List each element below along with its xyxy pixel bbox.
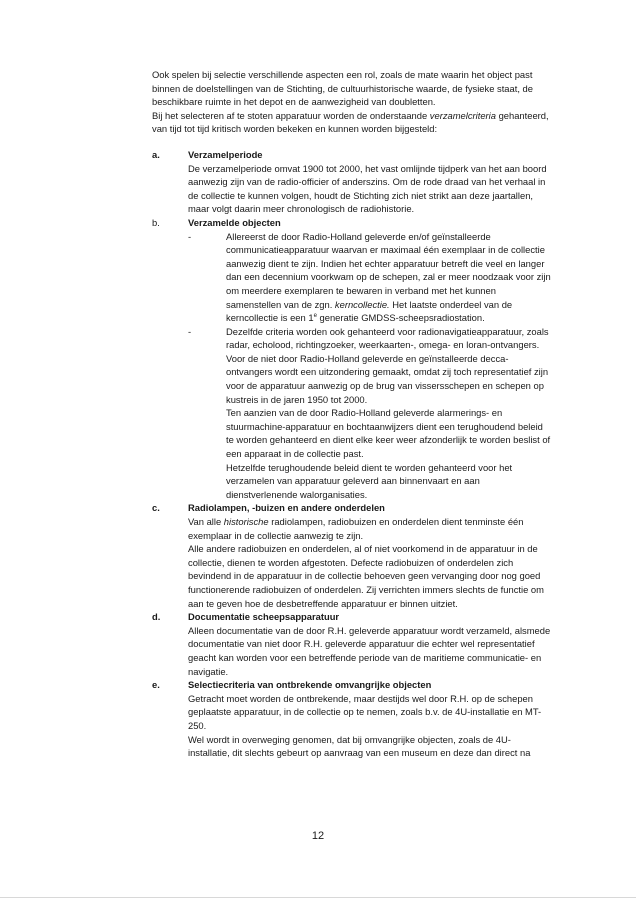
section-c (152, 501, 552, 610)
item1-sup: e (313, 312, 317, 319)
page-content (152, 68, 552, 760)
section-b-item-2-p3: Ten aanzien van de door Radio-Holland geleverde alarmerings- en stuurmachine-apparatuur en bochtaanwijzers dient een terughoudend beleid te worden gehanteerd en dient elke keer weer afzonderlijk te worden beslist of een apparaat in de collectie past. (226, 407, 551, 460)
section-e-letter: e. (152, 679, 160, 691)
section-b-item-2 (188, 325, 552, 502)
section-b-letter: b. (152, 216, 160, 228)
item1-after-b: generatie GMDSS-scheepsradiostation. (316, 312, 485, 324)
item1-before: Allereerst de door Radio-Holland geleverde en/of geïnstalleerde communicatieapparatuur waarvan er maximaal één exemplaar in de collectie aanwezig dient te zijn. Indien het echter apparatuur betreft die veel en langer dan een decennium voorkwam op de schepen, zal er meer noodzaak voor zijn om meerdere exemplaren te bewaren in verband met het kunnen samenstellen van de zgn. (226, 230, 551, 310)
intro-p2-before: Bij het selecteren af te stoten apparatuur worden de onderstaande (152, 109, 430, 121)
section-c-p1 (188, 515, 552, 542)
section-a-body (188, 148, 552, 216)
c-p1-italic: historische (223, 516, 269, 527)
section-e-body (188, 678, 552, 760)
list-dash: - (188, 230, 192, 242)
section-e-p2: Wel wordt in overweging genomen, dat bij omvangrijke objecten, zoals de 4U-installatie, dit slechts gebeurt op aanvraag van een museum en deze dan direct na (188, 733, 531, 759)
section-d-letter: d. (152, 611, 161, 623)
section-e-heading: Selectiecriteria van ontbrekende omvangrijke objecten (188, 679, 432, 691)
section-d-heading: Documentatie scheepsapparatuur (188, 611, 340, 623)
section-a-letter: a. (152, 148, 160, 160)
section-b-item-1-text (226, 230, 552, 325)
item1-after-a: Het laatste onderdeel van de kerncollectie is een 1 (226, 298, 513, 324)
section-c-letter: c. (152, 502, 160, 514)
intro-p2-italic: verzamelcriteria (429, 109, 496, 121)
section-d-text: Alleen documentatie van de door R.H. geleverde apparatuur wordt verzameld, alsmede documentatie van niet door R.H. geleverde apparatuur die echter wel representatief geacht kan worden voor een betreffende periode van de maritieme communicatie- en navigatie. (188, 624, 551, 677)
section-c-body (188, 501, 552, 610)
section-c-heading: Radiolampen, -buizen en andere onderdelen (188, 502, 385, 514)
intro-paragraph-1: Ook spelen bij selectie verschillende aspecten een rol, zoals de mate waarin het object past binnen de doelstellingen van de Stichting, de cultuurhistorische waarde, de fysieke staat, de beschikbare ruimte in het depot en de aanwezigheid van doubletten. (152, 69, 533, 108)
page-number: 12 (311, 830, 325, 842)
section-a-text: De verzamelperiode omvat 1900 tot 2000, het vast omlijnde tijdperk van het aan boord aanwezig zijn van de radio-officier of anderszins. Om de rode draad van het verhaal in de collectie te kunnen volgen, houdt de Stichting zich niet strikt aan deze jaartallen, maar volgt daarin meer chronologisch de radiohistorie. (188, 162, 547, 215)
section-d (152, 610, 552, 678)
section-b-body (188, 216, 552, 501)
section-d-body (188, 610, 552, 678)
section-e-p1: Getracht moet worden de ontbrekende, maar destijds wel door R.H. op de schepen geplaatste apparatuur, in de collectie op te nemen, zoals b.v. de 4U-installatie en MT-250. (188, 692, 542, 731)
intro-p2-after: gehanteerd, van tijd tot tijd kritisch worden bekeken en kunnen worden bijgesteld: (152, 109, 549, 135)
section-a-heading: Verzamelperiode (188, 148, 263, 160)
intro-paragraph-2 (152, 109, 552, 136)
section-b-heading: Verzamelde objecten (188, 216, 281, 228)
section-b-item-1 (188, 230, 552, 325)
section-b-item-2-p2: Voor de niet door Radio-Holland geleverde en geïnstalleerde decca-ontvangers wordt een uitzondering gemaakt, omdat zij toch representatief zijn voor de apparatuur aanwezig op de brug van vissersschepen en schepen op kustreis in de jaren 1950 tot 2000. (226, 352, 549, 405)
section-b-item-2-p1: Dezelfde criteria worden ook gehanteerd voor radionavigatieapparatuur, zoals radar, echolood, richtingzoeker, weerkaarten-, omega- en loran-ontvangers. (226, 325, 549, 351)
section-a (152, 148, 552, 216)
c-p1-before: Van alle (188, 516, 224, 527)
item1-italic: kerncollectie. (334, 298, 390, 310)
section-e (152, 678, 552, 760)
section-b-item-2-p4: Hetzelfde terughoudende beleid dient te worden gehanteerd voor het verzamelen van apparatuur geleverd aan binnenvaart en aan dienstverlenende walorganisaties. (226, 461, 513, 500)
c-p1-after: radiolampen, radiobuizen en onderdelen dient tenminste één exemplaar in de collectie aanwezig te zijn. (188, 516, 524, 541)
section-b (152, 216, 552, 501)
list-dash: - (188, 325, 192, 337)
intro (152, 68, 552, 136)
section-c-p2: Alle andere radiobuizen en onderdelen, al of niet voorkomend in de apparatuur in de collectie, dienen te worden afgestoten. Defecte radiobuizen of onderdelen zich bevindend in de apparatuur in de collectie behoeven geen vervanging door nog goed functionerende radiobuizen of onderdelen. Zij verrichten immers slechts de functie om aan te geven hoe de desbetreffende apparatuur er binnen uitziet. (188, 543, 544, 609)
